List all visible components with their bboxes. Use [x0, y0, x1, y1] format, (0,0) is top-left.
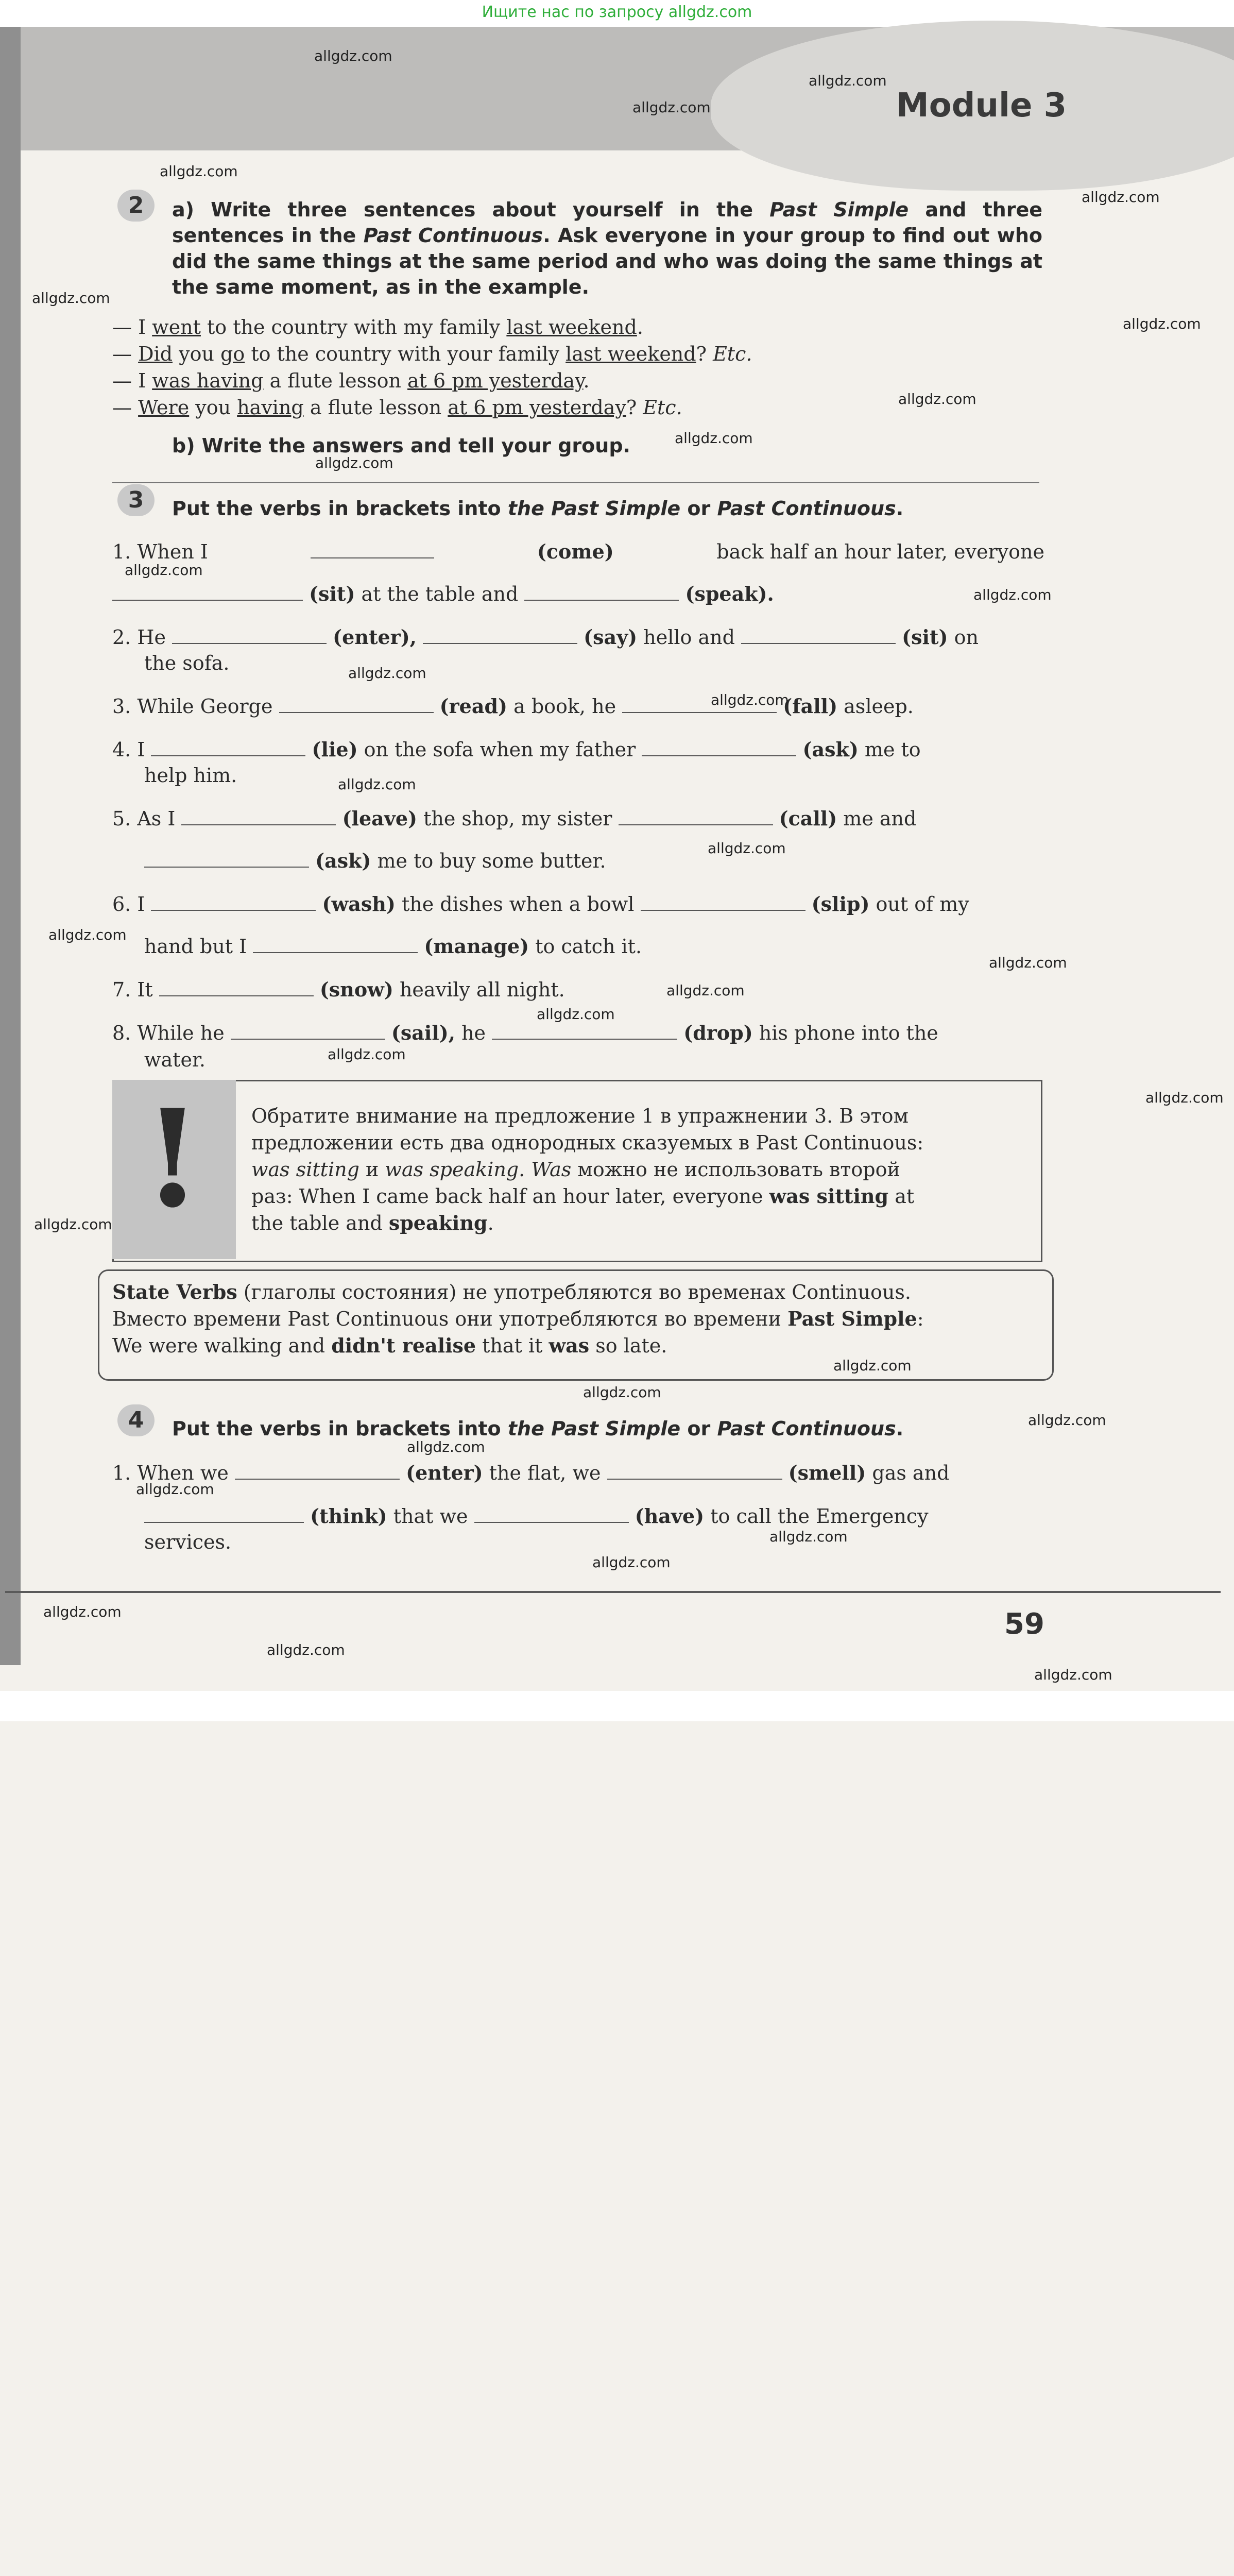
watermark: allgdz.com — [407, 1438, 485, 1455]
ex3-item-8-line-1: 8. While he (sail), he (drop) his phone into the — [112, 1021, 938, 1044]
answer-blank[interactable] — [311, 540, 434, 558]
watermark: allgdz.com — [1082, 189, 1160, 206]
exercise-4-number: 4 — [117, 1404, 155, 1436]
ex3-item-6-line-1: 6. I (wash) the dishes when a bowl (slip) out of my — [112, 892, 969, 916]
answer-blank[interactable] — [524, 582, 679, 601]
watermark: allgdz.com — [160, 163, 238, 180]
answer-blank[interactable] — [423, 625, 577, 644]
page-binding-edge — [0, 27, 21, 1665]
watermark: allgdz.com — [666, 982, 745, 999]
dialog-line-1: — I went to the country with my family last weekend. — [112, 316, 643, 338]
module-label: Module 3 — [896, 87, 1067, 125]
answer-blank[interactable] — [151, 738, 305, 756]
watermark: allgdz.com — [338, 776, 416, 793]
answer-blank[interactable] — [172, 625, 327, 644]
watermark: allgdz.com — [632, 99, 711, 116]
exercise-2-instruction-b: b) Write the answers and tell your group. — [172, 434, 630, 457]
watermark: allgdz.com — [1145, 1089, 1224, 1106]
ex3-item-8-line-2: water. — [144, 1048, 206, 1071]
watermark: allgdz.com — [1034, 1666, 1112, 1683]
separator — [112, 482, 1039, 483]
watermark: allgdz.com — [34, 1216, 112, 1233]
answer-blank[interactable] — [619, 807, 773, 825]
exercise-4-instruction: Put the verbs in brackets into the Past Simple or Past Continuous. — [172, 1417, 904, 1440]
watermark: allgdz.com — [32, 290, 110, 307]
ex4-item-1-line-2: (think) that we (have) to call the Emergency — [144, 1504, 929, 1528]
watermark: allgdz.com — [973, 586, 1052, 603]
watermark: allgdz.com — [348, 665, 426, 682]
page-footer-rule — [5, 1591, 1221, 1593]
answer-blank[interactable] — [151, 892, 316, 911]
exercise-2-number: 2 — [117, 190, 155, 222]
ex3-item-7: 7. It (snow) heavily all night. — [112, 978, 565, 1001]
answer-blank[interactable] — [642, 738, 796, 756]
watermark: allgdz.com — [1123, 315, 1201, 332]
watermark: allgdz.com — [583, 1384, 661, 1401]
watermark: allgdz.com — [769, 1528, 848, 1545]
exercise-3-number: 3 — [117, 484, 155, 516]
answer-blank[interactable] — [159, 978, 314, 996]
exclamation-icon: ! — [143, 1080, 202, 1238]
watermark: allgdz.com — [898, 391, 976, 408]
watermark: allgdz.com — [328, 1046, 406, 1063]
note-line-5: the table and speaking. — [251, 1211, 494, 1234]
answer-blank[interactable] — [231, 1021, 385, 1040]
ex3-item-6-line-2: hand but I (manage) to catch it. — [144, 935, 642, 958]
watermark: allgdz.com — [708, 840, 786, 857]
watermark: allgdz.com — [809, 72, 887, 89]
answer-blank[interactable] — [492, 1021, 677, 1040]
dialog-line-4: — Were you having a flute lesson at 6 pm yesterday? Etc. — [112, 396, 682, 419]
ex3-item-4-line-1: 4. I (lie) on the sofa when my father (ask) me to — [112, 738, 921, 761]
watermark: allgdz.com — [833, 1357, 912, 1374]
watermark: allgdz.com — [711, 691, 789, 708]
answer-blank[interactable] — [253, 935, 418, 953]
state-line-1: State Verbs (глаголы состояния) не употребляются во временах Continuous. — [112, 1280, 911, 1303]
answer-blank[interactable] — [279, 694, 434, 713]
top-banner-text[interactable]: Ищите нас по запросу allgdz.com — [482, 3, 752, 21]
watermark: allgdz.com — [675, 430, 753, 447]
watermark: allgdz.com — [315, 454, 393, 471]
exercise-3-instruction: Put the verbs in brackets into the Past Simple or Past Continuous. — [172, 497, 904, 520]
watermark: allgdz.com — [125, 562, 203, 579]
ex3-item-3: 3. While George (read) a book, he (fall) asleep. — [112, 694, 914, 718]
watermark: allgdz.com — [592, 1554, 671, 1571]
ex3-item-4-line-2: help him. — [144, 764, 237, 787]
watermark: allgdz.com — [136, 1481, 214, 1498]
bottom-banner — [0, 1691, 1234, 1721]
note-line-4: раз: When I came back half an hour later, everyone was sitting at — [251, 1184, 915, 1208]
dialog-line-2: — Did you go to the country with your family last weekend? Etc. — [112, 343, 752, 365]
ex4-item-1-line-1: 1. When we (enter) the flat, we (smell) gas and — [112, 1461, 950, 1484]
exercise-2-instruction-a: a) Write three sentences about yourself in the Past Simple and three sentences in the Past Continuous. Ask everyone in your group to find out who did the same things at the same period and who was doing the same things at the same moment, as in the example. — [172, 198, 1043, 298]
answer-blank[interactable] — [144, 849, 309, 868]
watermark: allgdz.com — [537, 1006, 615, 1023]
answer-blank[interactable] — [112, 582, 303, 601]
dialog-line-3: — I was having a flute lesson at 6 pm yesterday. — [112, 369, 590, 392]
watermark: allgdz.com — [48, 926, 127, 943]
state-line-3: We were walking and didn't realise that it was so late. — [112, 1334, 667, 1357]
ex3-item-1-line-1: 1. When I (come) back half an hour later, everyone — [112, 540, 1044, 563]
answer-blank[interactable] — [741, 625, 896, 644]
ex3-item-2-line-1: 2. He (enter), (say) hello and (sit) on — [112, 625, 979, 649]
ex3-item-5-line-2: (ask) me to buy some butter. — [144, 849, 606, 873]
answer-blank[interactable] — [144, 1504, 304, 1523]
watermark: allgdz.com — [43, 1603, 122, 1620]
answer-blank[interactable] — [474, 1504, 629, 1523]
watermark: allgdz.com — [989, 954, 1067, 971]
watermark: allgdz.com — [314, 47, 392, 64]
note-line-2: предложении есть два однородных сказуемых в Past Continuous: — [251, 1131, 924, 1154]
grammar-note-text — [251, 1103, 1024, 1236]
state-line-2: Вместо времени Past Continuous они употребляются во времени Past Simple: — [112, 1307, 924, 1330]
watermark: allgdz.com — [1028, 1412, 1106, 1429]
answer-blank[interactable] — [235, 1461, 400, 1480]
ex3-item-5-line-1: 5. As I (leave) the shop, my sister (call) me and — [112, 807, 917, 830]
answer-blank[interactable] — [181, 807, 336, 825]
note-line-3: was sitting и was speaking. Was можно не использовать второй — [251, 1158, 900, 1181]
ex3-item-2-line-2: the sofa. — [144, 652, 230, 674]
answer-blank[interactable] — [607, 1461, 782, 1480]
answer-blank[interactable] — [641, 892, 805, 911]
note-line-1: Обратите внимание на предложение 1 в упражнении 3. В этом — [251, 1105, 909, 1127]
page-number: 59 — [1004, 1607, 1044, 1641]
ex4-item-1-line-3: services. — [144, 1531, 232, 1553]
ex3-item-1-line-2: (sit) at the table and (speak). — [112, 582, 774, 606]
watermark: allgdz.com — [267, 1641, 345, 1658]
state-verbs-text — [112, 1279, 1039, 1359]
